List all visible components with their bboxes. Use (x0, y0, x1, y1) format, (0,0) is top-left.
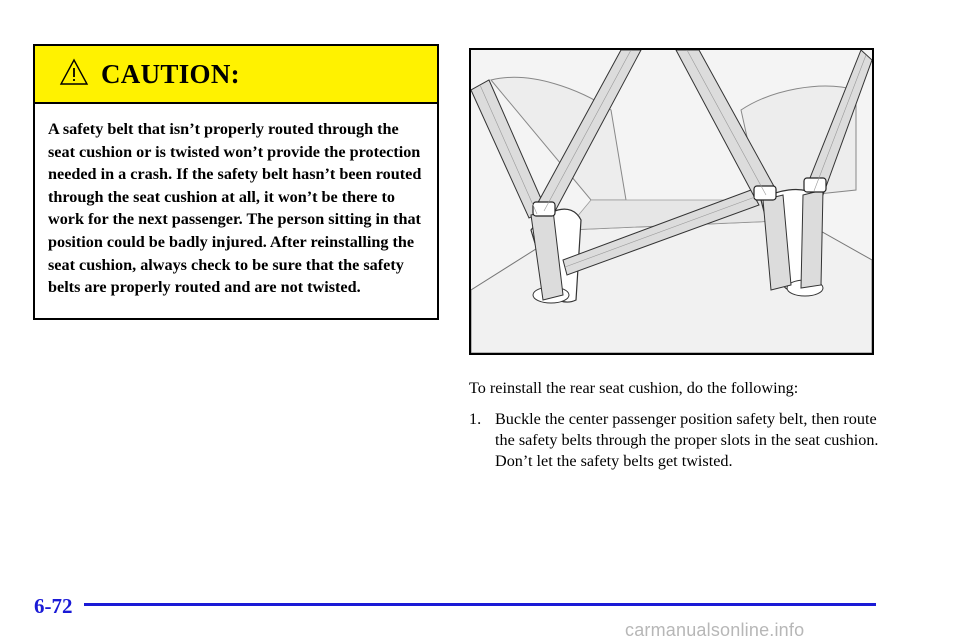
caution-box (33, 44, 439, 320)
watermark: carmanualsonline.info (625, 620, 805, 640)
instruction-step (469, 409, 889, 472)
page-number: 6-72 (34, 594, 73, 618)
instructions-intro: To reinstall the rear seat cushion, do the following: (469, 379, 799, 397)
caution-text: A safety belt that isn’t properly routed through the seat cushion or is twisted won’t provide the protection needed in a crash. If the safety belt hasn’t been routed through the seat cushion at all, it won’t be there to work for the next passenger. The person sitting in that position could be badly injured. After reinstalling the seat cushion, always check to be sure that the safety belts are properly routed and are not twisted. (48, 120, 422, 297)
footer-rule (84, 603, 876, 606)
warning-triangle-icon (59, 57, 89, 87)
step-number: 1. (469, 410, 482, 428)
instructions (469, 378, 889, 472)
seat-cushion-safety-belts-illustration (469, 48, 874, 355)
caution-title: CAUTION: (101, 58, 240, 89)
step-text: Buckle the center passenger position safety belt, then route the safety belts through the proper slots in the seat cushion. Don’t let the safety belts get twisted. (495, 410, 879, 470)
caution-header (35, 46, 437, 104)
